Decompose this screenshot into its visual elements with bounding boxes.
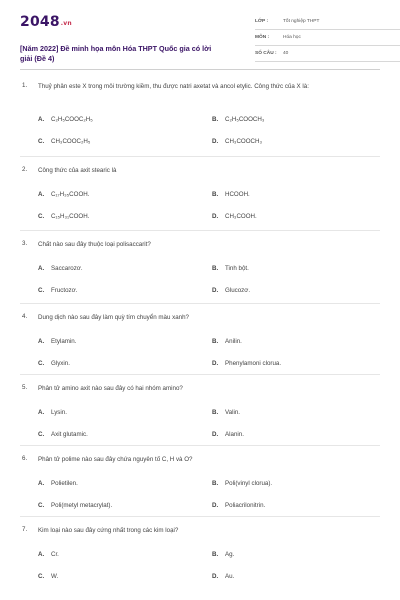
answer-option-a[interactable] — [38, 551, 59, 558]
answer-option-a[interactable] — [38, 480, 78, 487]
option-text: CH₃COOH. — [225, 213, 257, 220]
option-letter: C. — [38, 138, 45, 145]
answer-option-d[interactable] — [212, 573, 234, 580]
question-text: Dung dịch nào sau đây làm quỳ tím chuyển màu xanh? — [38, 314, 189, 321]
option-text: Glucozơ. — [225, 287, 251, 294]
exam-title: [Năm 2022] Đề minh họa môn Hóa THPT Quốc gia có lời giải (Đề 4) — [20, 44, 212, 63]
answer-option-d[interactable] — [212, 360, 281, 367]
meta-value: Tốt nghiệp THPT — [283, 19, 320, 24]
option-text: Poli(vinyl clorua). — [225, 480, 273, 487]
question-number: 4. — [22, 313, 28, 320]
option-letter: B. — [212, 265, 219, 272]
meta-label: MÔN : — [255, 35, 270, 40]
option-text: W. — [51, 573, 59, 580]
answer-option-a[interactable] — [38, 191, 89, 198]
option-letter: C. — [38, 213, 45, 220]
option-letter: A. — [38, 116, 45, 123]
option-text: C₁₅H₃₁COOH. — [51, 213, 90, 220]
meta-value: Hóa học — [283, 35, 301, 40]
answer-option-c[interactable] — [38, 287, 77, 294]
option-letter: C. — [38, 360, 45, 367]
meta-value: 40 — [283, 51, 289, 56]
question-text: Phân tử amino axit nào sau đây có hai nhóm amino? — [38, 385, 183, 392]
option-text: Poli(metyl metacrylat). — [51, 502, 113, 509]
option-letter: C. — [38, 287, 45, 294]
answer-option-c[interactable] — [38, 431, 88, 438]
option-text: Lysin. — [51, 409, 67, 416]
meta-row-subject — [255, 32, 400, 46]
option-letter: C. — [38, 502, 45, 509]
question — [22, 313, 378, 373]
question-separator — [20, 374, 380, 375]
answer-option-b[interactable] — [212, 480, 272, 487]
question-separator — [20, 156, 380, 157]
question-number: 1. — [22, 82, 28, 89]
question — [22, 455, 378, 515]
question-text: Công thức của axit stearic là — [38, 167, 117, 174]
answer-option-b[interactable] — [212, 551, 234, 558]
option-text: Cr. — [51, 551, 59, 558]
option-letter: A. — [38, 480, 45, 487]
option-letter: D. — [212, 573, 219, 580]
option-letter: B. — [212, 338, 219, 345]
answer-option-c[interactable] — [38, 360, 70, 367]
question-number: 5. — [22, 384, 28, 391]
exam-meta — [255, 16, 400, 64]
option-letter: C. — [38, 431, 45, 438]
question-number: 7. — [22, 526, 28, 533]
header — [20, 14, 382, 66]
option-text: Ag. — [225, 551, 235, 558]
answer-option-b[interactable] — [212, 409, 240, 416]
option-letter: B. — [212, 409, 219, 416]
answer-option-a[interactable] — [38, 116, 93, 123]
site-logo[interactable] — [20, 14, 72, 30]
question — [22, 82, 378, 145]
answer-option-a[interactable] — [38, 265, 83, 272]
option-letter: C. — [38, 573, 45, 580]
option-text: C₂H₅COOC₂H₅ — [51, 116, 93, 123]
meta-label: LỚP : — [255, 19, 269, 24]
question-number: 6. — [22, 455, 28, 462]
option-text: CH₃COOCH₃ — [225, 138, 263, 145]
answer-option-b[interactable] — [212, 338, 242, 345]
option-text: Saccarozơ. — [51, 265, 83, 272]
question-separator — [20, 516, 380, 517]
option-letter: A. — [38, 551, 45, 558]
option-text: CH₃COOC₂H₅ — [51, 138, 91, 145]
option-letter: D. — [212, 287, 219, 294]
question-number: 3. — [22, 240, 28, 247]
question-text: Chất nào sau đây thuộc loại polisaccarit? — [38, 241, 151, 248]
option-letter: D. — [212, 360, 219, 367]
option-text: Au. — [225, 573, 235, 580]
option-text: Axit glutamic. — [51, 431, 88, 438]
question-text: Phân tử polime nào sau đây chứa nguyên tố C, H và O? — [38, 456, 193, 463]
answer-option-a[interactable] — [38, 409, 67, 416]
option-letter: A. — [38, 409, 45, 416]
option-letter: B. — [212, 551, 219, 558]
answer-option-b[interactable] — [212, 265, 249, 272]
answer-option-c[interactable] — [38, 573, 58, 580]
logo-main: 2048 — [20, 14, 60, 30]
header-divider — [20, 69, 380, 70]
option-letter: B. — [212, 191, 219, 198]
question-separator — [20, 230, 380, 231]
question-text: Kim loại nào sau đây cứng nhất trong các kim loại? — [38, 527, 179, 534]
answer-option-d[interactable] — [212, 502, 265, 509]
option-text: C₁₇H₃₅COOH. — [51, 191, 90, 198]
option-text: C₂H₅COOCH₃ — [225, 116, 265, 123]
option-text: Poliacrilonitrin. — [225, 502, 266, 509]
option-letter: B. — [212, 480, 219, 487]
option-text: Alanin. — [225, 431, 244, 438]
question — [22, 384, 378, 444]
option-letter: B. — [212, 116, 219, 123]
question — [22, 240, 378, 300]
option-letter: D. — [212, 138, 219, 145]
answer-option-a[interactable] — [38, 338, 76, 345]
option-text: Anilin. — [225, 338, 242, 345]
option-text: Valin. — [225, 409, 241, 416]
question-separator — [20, 303, 380, 304]
option-text: Fructozơ. — [51, 287, 78, 294]
option-text: Glyxin. — [51, 360, 70, 367]
logo-tld: .vn — [60, 20, 72, 27]
answer-option-d[interactable] — [212, 138, 262, 145]
question-number: 2. — [22, 166, 28, 173]
question-separator — [20, 445, 380, 446]
answer-option-d[interactable] — [212, 431, 244, 438]
option-letter: D. — [212, 502, 219, 509]
meta-row-grade — [255, 16, 400, 30]
option-letter: A. — [38, 191, 45, 198]
answer-option-b[interactable] — [212, 116, 264, 123]
option-letter: D. — [212, 213, 219, 220]
answer-option-c[interactable] — [38, 138, 90, 145]
meta-label: SỐ CÂU : — [255, 51, 277, 56]
answer-option-c[interactable] — [38, 502, 112, 509]
option-text: HCOOH. — [225, 191, 250, 198]
option-text: Etylamin. — [51, 338, 77, 345]
option-text: Polietilen. — [51, 480, 78, 487]
option-text: Tinh bột. — [225, 265, 249, 272]
option-text: Phenylamoni clorua. — [225, 360, 282, 367]
option-letter: A. — [38, 265, 45, 272]
meta-row-count — [255, 48, 400, 62]
answer-option-c[interactable] — [38, 213, 89, 220]
answer-option-d[interactable] — [212, 213, 257, 220]
question-text: Thuỷ phân este X trong môi trường kiềm, thu được natri axetat và ancol etylic. Công thức của X là: — [38, 83, 309, 90]
answer-option-b[interactable] — [212, 191, 250, 198]
question — [22, 166, 378, 226]
answer-option-d[interactable] — [212, 287, 250, 294]
question — [22, 526, 378, 586]
option-letter: A. — [38, 338, 45, 345]
option-letter: D. — [212, 431, 219, 438]
